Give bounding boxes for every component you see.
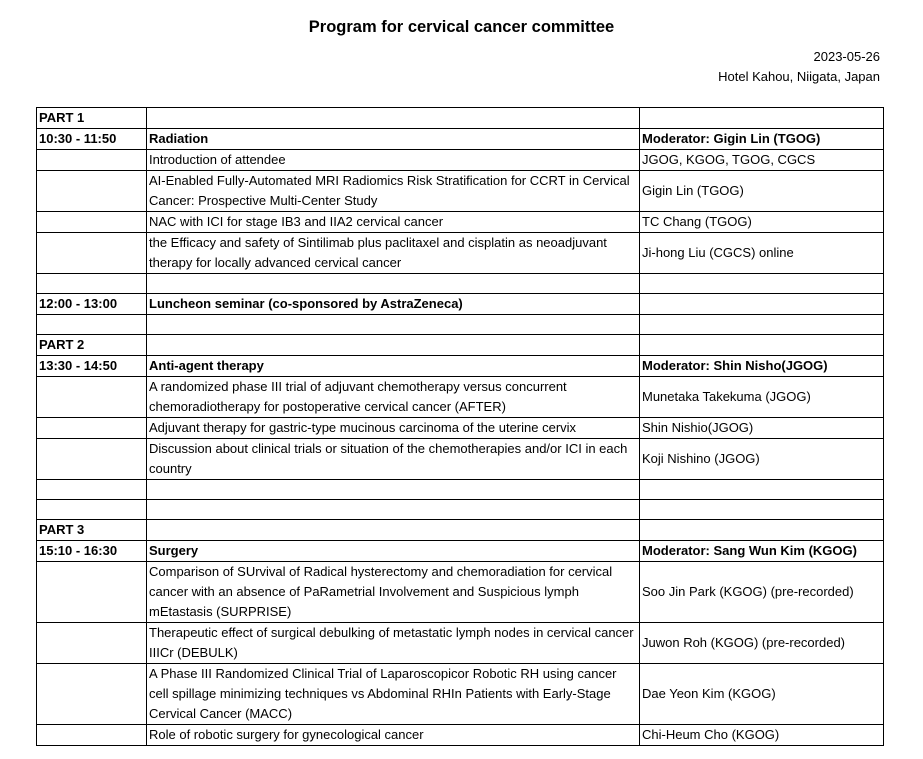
topic-cell: A Phase III Randomized Clinical Trial of Laparoscopicor Robotic RH using cancer cell spillage minimizing techniques vs Abdominal RHIn Patients with Early-Stage Cervical Cancer (MACC) — [147, 664, 640, 725]
topic-cell: Luncheon seminar (co-sponsored by AstraZeneca) — [147, 294, 640, 315]
table-row — [37, 129, 884, 150]
topic-cell — [147, 108, 640, 129]
time-cell — [37, 480, 147, 500]
time-cell: 12:00 - 13:00 — [37, 294, 147, 315]
topic-cell — [147, 520, 640, 541]
program-table-body — [37, 108, 884, 746]
table-row — [37, 664, 884, 725]
time-cell — [37, 377, 147, 418]
table-row — [37, 418, 884, 439]
time-cell — [37, 418, 147, 439]
speaker-cell: TC Chang (TGOG) — [640, 212, 884, 233]
topic-cell: Surgery — [147, 541, 640, 562]
speaker-cell — [640, 274, 884, 294]
time-cell — [37, 274, 147, 294]
document-title: Program for cervical cancer committee — [308, 18, 615, 36]
time-cell: 15:10 - 16:30 — [37, 541, 147, 562]
table-row — [37, 150, 884, 171]
speaker-cell — [640, 315, 884, 335]
topic-cell: Role of robotic surgery for gynecological cancer — [147, 725, 640, 746]
time-cell — [37, 439, 147, 480]
topic-cell: Therapeutic effect of surgical debulking of metastatic lymph nodes in cervical cancer IIICr (DEBULK) — [147, 623, 640, 664]
speaker-cell — [640, 480, 884, 500]
speaker-cell — [640, 500, 884, 520]
speaker-cell — [640, 294, 884, 315]
table-row — [37, 294, 884, 315]
program-date: 2023-05-26 — [813, 49, 880, 64]
topic-cell — [147, 274, 640, 294]
table-row — [37, 315, 884, 335]
speaker-cell: Juwon Roh (KGOG) (pre-recorded) — [640, 623, 884, 664]
time-cell — [37, 171, 147, 212]
speaker-cell: Shin Nishio(JGOG) — [640, 418, 884, 439]
time-cell: 10:30 - 11:50 — [37, 129, 147, 150]
topic-cell: NAC with ICI for stage IB3 and IIA2 cervical cancer — [147, 212, 640, 233]
topic-cell: the Efficacy and safety of Sintilimab plus paclitaxel and cisplatin as neoadjuvant therapy for locally advanced cervical cancer — [147, 233, 640, 274]
topic-cell: Introduction of attendee — [147, 150, 640, 171]
topic-cell: Discussion about clinical trials or situation of the chemotherapies and/or ICI in each country — [147, 439, 640, 480]
table-row — [37, 377, 884, 418]
table-row — [37, 520, 884, 541]
speaker-cell: Moderator: Sang Wun Kim (KGOG) — [640, 541, 884, 562]
time-cell — [37, 664, 147, 725]
time-cell — [37, 150, 147, 171]
table-row — [37, 233, 884, 274]
speaker-cell: Moderator: Shin Nisho(JGOG) — [640, 356, 884, 377]
table-row — [37, 356, 884, 377]
table-row — [37, 274, 884, 294]
speaker-cell: JGOG, KGOG, TGOG, CGCS — [640, 150, 884, 171]
table-row — [37, 541, 884, 562]
time-cell: PART 1 — [37, 108, 147, 129]
table-row — [37, 562, 884, 623]
topic-cell — [147, 500, 640, 520]
time-cell: PART 3 — [37, 520, 147, 541]
table-row — [37, 108, 884, 129]
speaker-cell: Soo Jin Park (KGOG) (pre-recorded) — [640, 562, 884, 623]
topic-cell: Adjuvant therapy for gastric-type mucinous carcinoma of the uterine cervix — [147, 418, 640, 439]
time-cell — [37, 562, 147, 623]
topic-cell: AI-Enabled Fully-Automated MRI Radiomics Risk Stratification for CCRT in Cervical Cancer: Prospective Multi-Center Study — [147, 171, 640, 212]
speaker-cell — [640, 520, 884, 541]
time-cell: 13:30 - 14:50 — [37, 356, 147, 377]
time-cell: PART 2 — [37, 335, 147, 356]
topic-cell: Comparison of SUrvival of Radical hysterectomy and chemoradiation for cervical cancer with an absence of PaRametrial Involvement and Suspicious lymph mEtastasis (SURPRISE) — [147, 562, 640, 623]
time-cell — [37, 315, 147, 335]
speaker-cell: Koji Nishino (JGOG) — [640, 439, 884, 480]
topic-cell — [147, 480, 640, 500]
table-row — [37, 480, 884, 500]
topic-cell — [147, 315, 640, 335]
time-cell — [37, 725, 147, 746]
speaker-cell: Gigin Lin (TGOG) — [640, 171, 884, 212]
speaker-cell: Dae Yeon Kim (KGOG) — [640, 664, 884, 725]
time-cell — [37, 500, 147, 520]
speaker-cell: Moderator: Gigin Lin (TGOG) — [640, 129, 884, 150]
speaker-cell — [640, 108, 884, 129]
table-row — [37, 623, 884, 664]
speaker-cell: Munetaka Takekuma (JGOG) — [640, 377, 884, 418]
table-row — [37, 439, 884, 480]
speaker-cell: Chi-Heum Cho (KGOG) — [640, 725, 884, 746]
table-row — [37, 171, 884, 212]
table-row — [37, 335, 884, 356]
time-cell — [37, 623, 147, 664]
table-row — [37, 725, 884, 746]
time-cell — [37, 212, 147, 233]
table-row — [37, 212, 884, 233]
table-row — [37, 500, 884, 520]
program-table — [36, 107, 884, 746]
topic-cell — [147, 335, 640, 356]
topic-cell: Anti-agent therapy — [147, 356, 640, 377]
speaker-cell: Ji-hong Liu (CGCS) online — [640, 233, 884, 274]
time-cell — [37, 233, 147, 274]
topic-cell: Radiation — [147, 129, 640, 150]
speaker-cell — [640, 335, 884, 356]
program-venue: Hotel Kahou, Niigata, Japan — [718, 69, 880, 84]
topic-cell: A randomized phase III trial of adjuvant chemotherapy versus concurrent chemoradiotherapy for postoperative cervical cancer (AFTER) — [147, 377, 640, 418]
